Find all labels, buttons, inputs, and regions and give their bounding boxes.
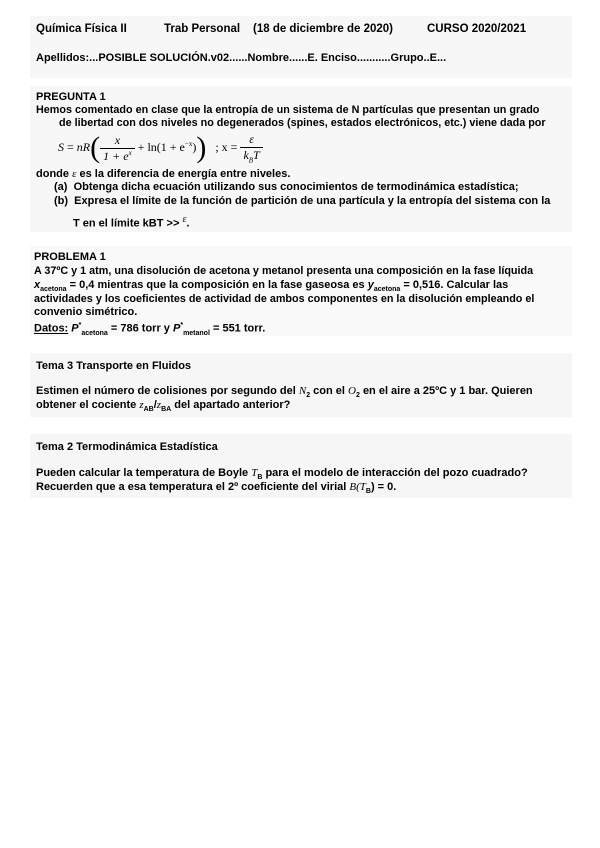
work-title: Trab Personal xyxy=(164,23,241,35)
item-b-2: T en el límite kBT >> $^\varepsilon$. xyxy=(73,214,190,230)
problema-1-title: PROBLEMA 1 xyxy=(34,251,106,263)
problema-1-line-1: A 37ºC y 1 atm, una disolución de acetona y metanol presenta una composición en la fase líquida xyxy=(34,265,534,277)
header-block xyxy=(30,16,572,78)
pregunta-1-intro-2: de libertad con dos niveles no degenerados (spines, estados electrónicos, etc.) viene dada por xyxy=(59,117,546,129)
pregunta-1-title: PREGUNTA 1 xyxy=(36,91,106,103)
item-a: (a) Obtenga dicha ecuación utilizando sus conocimientos de termodinámica estadística; xyxy=(54,181,519,193)
subject: Química Física II xyxy=(36,23,127,35)
problema-1-line-4: convenio simétrico. xyxy=(34,306,138,318)
problema-1-line-2: $x_{acetona} = 0,4$ mientras que la composición en la fase gaseosa es $y_{acetona} = 0,516$. Calcular las xyxy=(34,279,509,294)
tema-2-title: Tema 2 Termodinámica Estadística xyxy=(36,441,218,453)
tema-3-line-1: Estimen el número de colisiones por segundo del $N_2$ con el $O_2$ en el aire a 25ºC y 1 bar. Quieren xyxy=(36,385,533,400)
pregunta-1-block xyxy=(30,86,572,232)
tema-2-block xyxy=(30,434,572,498)
tema-3-line-2: obtener el cociente $z_{AB}/z_{BA}$ del apartado anterior? xyxy=(36,399,291,414)
tema-3-block xyxy=(30,353,572,417)
problema-1-block xyxy=(30,246,572,336)
datos-line: Datos: $P^*_{acetona} = 786$ torr y $P^*_{metanol} = 551$ torr. xyxy=(34,322,266,337)
course: CURSO 2020/2021 xyxy=(427,23,527,35)
identity-line: Apellidos:...POSIBLE SOLUCIÓN.v02......Nombre......E. Enciso...........Grupo..E... xyxy=(36,52,447,64)
entropy-formula: S = nR( $\frac{x}{1 + e^x}$ + $\ln(1 + e^{-x})$) ; x = $\frac{\varepsilon}{k_BT}$ xyxy=(58,132,263,164)
tema-2-line-2: Recuerden que a esa temperatura el 2º coeficiente del virial $B(T_B) = 0$. xyxy=(36,481,397,496)
problema-1-line-3: actividades y los coeficientes de actividad de ambos componentes en la disolución empleando el xyxy=(34,293,535,305)
tema-3-title: Tema 3 Transporte en Fluidos xyxy=(36,360,192,372)
tema-2-line-1: Pueden calcular la temperatura de Boyle $T_B$ para el modelo de interacción del pozo cuadrado? xyxy=(36,467,528,482)
date: (18 de diciembre de 2020) xyxy=(253,23,393,35)
item-b: (b) Expresa el límite de la función de partición de una partícula y la entropía del sistema con la xyxy=(54,195,551,207)
donde-line: donde ε es la diferencia de energía entre niveles. xyxy=(36,168,291,180)
pregunta-1-intro: Hemos comentado en clase que la entropía de un sistema de N partículas que presentan un grado xyxy=(36,104,540,116)
